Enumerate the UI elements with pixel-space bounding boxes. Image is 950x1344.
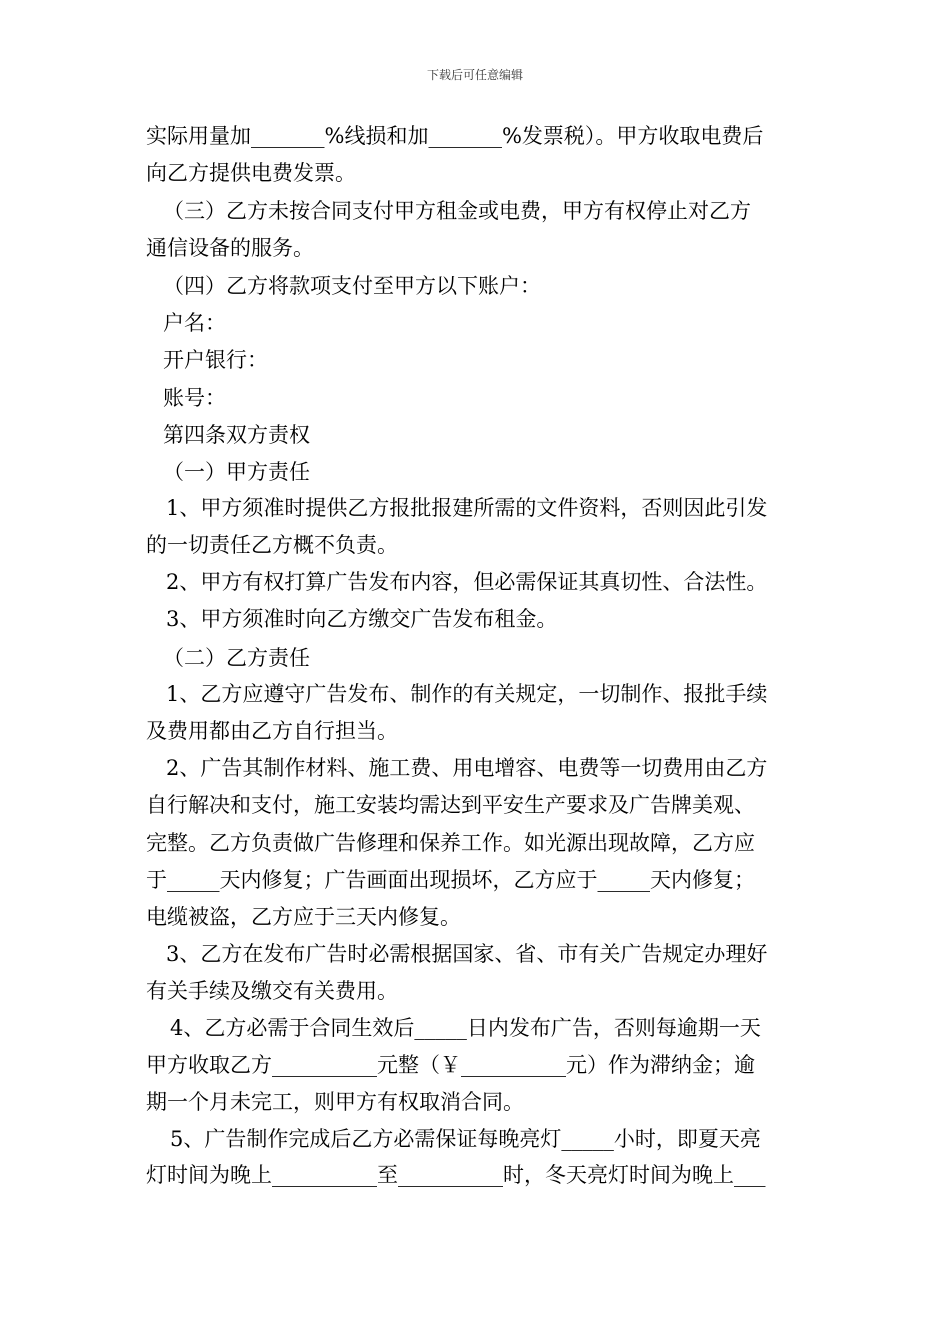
section-heading: （二）乙方责任 [163, 646, 310, 670]
body-line: 2、广告其制作材料、施工费、用电增容、电费等一切费用由乙方 [166, 756, 768, 780]
body-line: 及费用都由乙方自行担当。 [146, 719, 398, 743]
body-line: 有关手续及缴交有关费用。 [146, 979, 398, 1003]
article-heading: 第四条双方责权 [163, 423, 310, 447]
body-line: 期一个月未完工，则甲方有权取消合同。 [146, 1090, 524, 1114]
body-line: 自行解决和支付，施工安装均需达到平安生产要求及广告牌美观、 [146, 793, 755, 817]
body-line: 完整。乙方负责做广告修理和保养工作。如光源出现故障，乙方应 [146, 831, 755, 855]
body-line: 甲方收取乙方__________元整（￥__________元）作为滞纳金；逾 [146, 1053, 755, 1077]
page-header-note: 下载后可任意编辑 [426, 68, 523, 82]
section-heading: （一）甲方责任 [163, 460, 310, 484]
body-line: 灯时间为晚上__________至__________时，冬天亮灯时间为晚上___ [146, 1163, 766, 1187]
body-line: （四）乙方将款项支付至甲方以下账户： [163, 274, 541, 298]
body-line: 1、甲方须准时提供乙方报批报建所需的文件资料，否则因此引发 [166, 496, 768, 520]
body-line: （三）乙方未按合同支付甲方租金或电费，甲方有权停止对乙方 [163, 199, 751, 223]
body-line: 电缆被盗，乙方应于三天内修复。 [146, 905, 461, 929]
bank-label: 开户银行： [163, 348, 268, 372]
body-line: 于_____天内修复；广告画面出现损坏，乙方应于_____天内修复； [146, 868, 755, 892]
body-line: 实际用量加_______%线损和加_______%发票税）。甲方收取电费后 [146, 124, 764, 148]
body-line: 3、乙方在发布广告时必需根据国家、省、市有关广告规定办理好 [166, 942, 768, 966]
body-line: 向乙方提供电费发票。 [146, 161, 356, 185]
body-line: 1、乙方应遵守广告发布、制作的有关规定，一切制作、报批手续 [166, 682, 768, 706]
body-line: 5、广告制作完成后乙方必需保证每晚亮灯_____小时，即夏天亮 [170, 1127, 761, 1151]
account-number-label: 账号： [163, 386, 226, 410]
body-line: 的一切责任乙方概不负责。 [146, 533, 398, 557]
body-line: 4、乙方必需于合同生效后_____日内发布广告，否则每逾期一天 [170, 1016, 761, 1040]
body-line: 3、甲方须准时向乙方缴交广告发布租金。 [166, 607, 558, 631]
body-line: 2、甲方有权打算广告发布内容，但必需保证其真切性、合法性。 [166, 570, 768, 594]
account-name-label: 户名： [163, 311, 226, 335]
body-line: 通信设备的服务。 [146, 236, 314, 260]
